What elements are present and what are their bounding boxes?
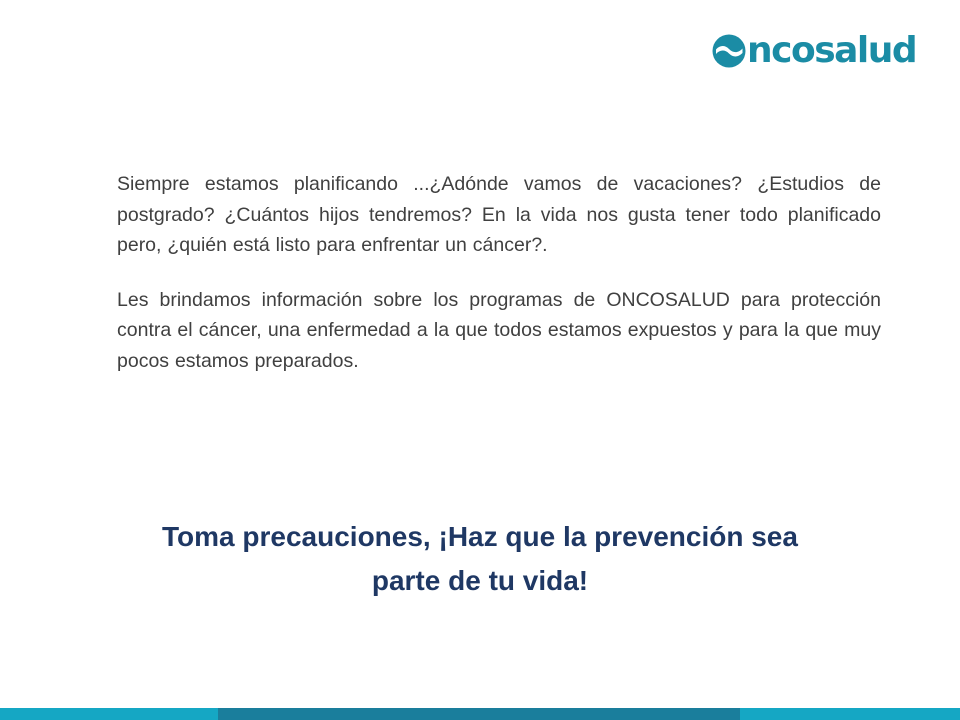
- paragraph-programs: Les brindamos información sobre los programas de ONCOSALUD para protección contra el cáncer, una enfermedad a la que todos estamos expuestos y para la que muy pocos estamos preparados.: [117, 288, 881, 372]
- intro-text: [117, 169, 881, 376]
- footer-bar-segment-right: [740, 708, 960, 720]
- footer-bar-segment-left: [0, 708, 218, 720]
- oncosalud-o-logo-icon: [712, 34, 746, 68]
- footer-bar-segment-middle: [218, 708, 740, 720]
- footer-color-bar: [0, 708, 960, 720]
- brand-logo-text: ncosalud: [747, 30, 917, 71]
- headline: [80, 515, 880, 603]
- headline-line-2: parte de tu vida!: [371, 565, 589, 596]
- paragraph-planning: Siempre estamos planificando ...¿Adónde vamos de vacaciones? ¿Estudios de postgrado? ¿Cuántos hijos tendremos? En la vida nos gusta tener todo planificado pero, ¿quién está listo para enfrentar un cáncer?.: [117, 173, 881, 256]
- brand-logo: [712, 26, 916, 76]
- headline-line-1: Toma precauciones, ¡Haz que la prevención sea: [162, 521, 798, 552]
